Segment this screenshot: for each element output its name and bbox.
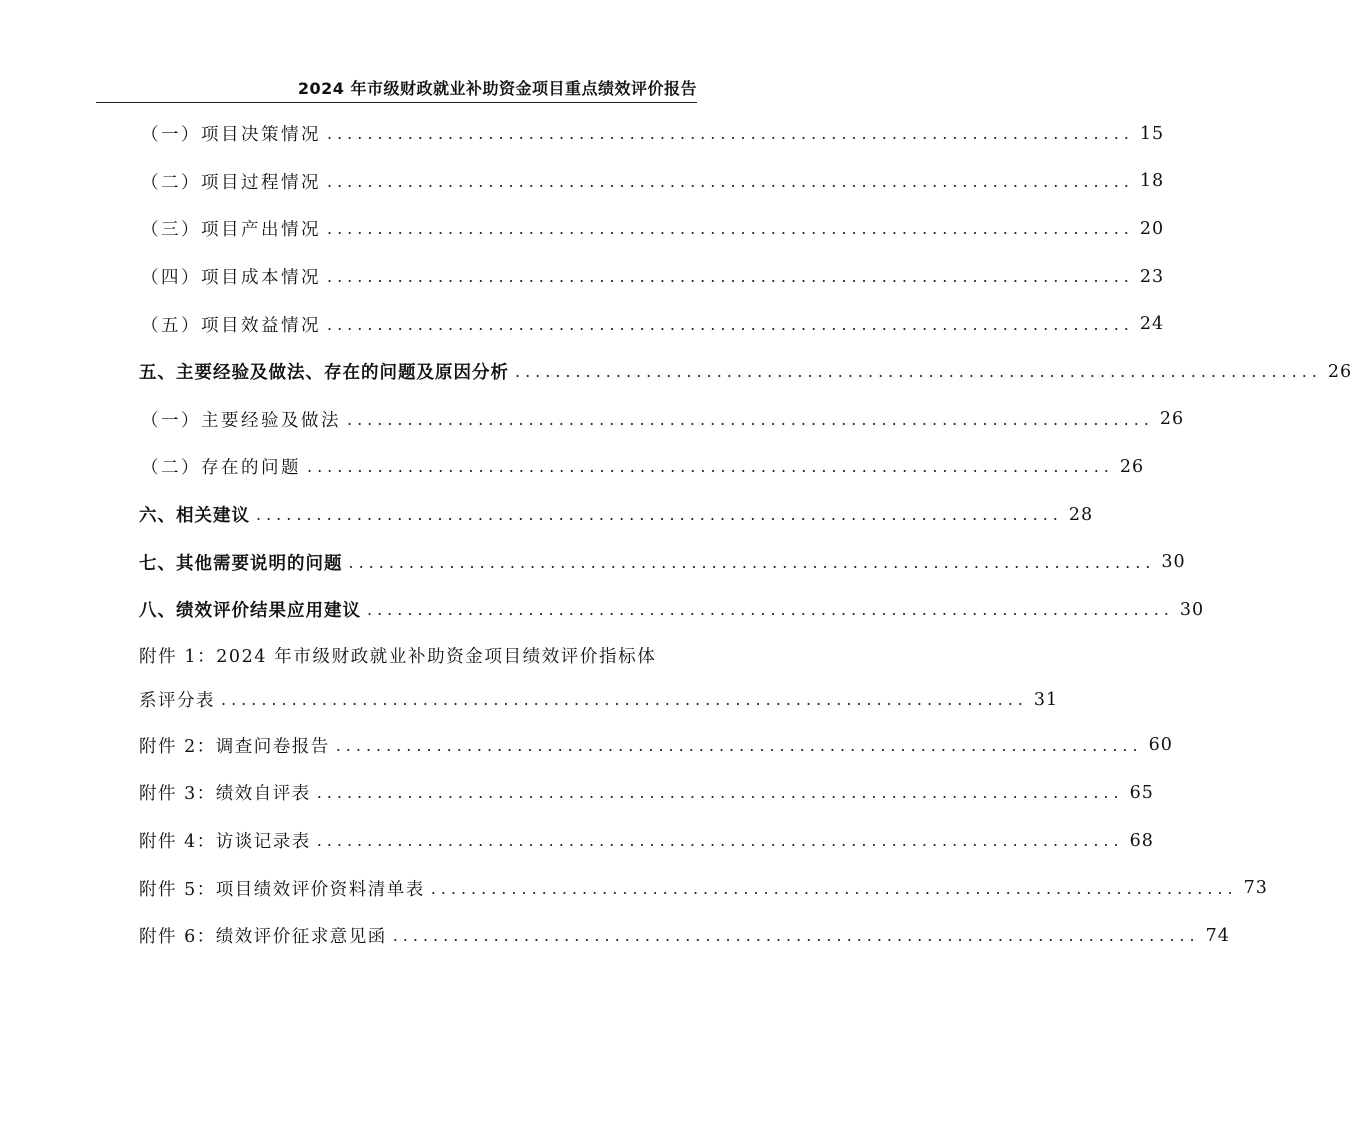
toc-leader-dots: ................................................................................ (221, 690, 1028, 710)
toc-entry-benefit[interactable] (139, 300, 1165, 348)
toc-entry-title: （四）项目成本情况 (141, 268, 321, 289)
toc-appendix-2[interactable] (139, 722, 1173, 770)
toc-section-experience-issues[interactable] (139, 348, 1352, 396)
toc-entry-page: 60 (1148, 735, 1173, 756)
toc-entry-title: （五）项目效益情况 (141, 315, 321, 336)
toc-section-suggestions[interactable] (139, 491, 1094, 539)
toc-leader-dots: ................................................................................ (327, 219, 1134, 239)
toc-entry-title: 六、相关建议 (139, 506, 250, 527)
toc-entry-main-experience[interactable] (139, 396, 1185, 444)
toc-entry-page: 24 (1139, 314, 1165, 335)
toc-leader-dots: ................................................................................ (327, 124, 1134, 144)
toc-entry-process[interactable] (139, 158, 1165, 206)
toc-entry-page: 23 (1139, 266, 1165, 287)
toc-entry-title: 附件 2：调查问卷报告 (139, 736, 330, 757)
toc-leader-dots: ................................................................................ (367, 600, 1174, 620)
toc-entry-title: 附件 3：绩效自评表 (139, 784, 311, 805)
toc-entry-page: 68 (1129, 830, 1154, 851)
table-of-contents (139, 110, 1352, 960)
page-header (96, 72, 697, 103)
toc-entry-page: 15 (1139, 123, 1165, 144)
toc-leader-dots: ................................................................................ (256, 505, 1063, 525)
toc-entry-page: 74 (1205, 925, 1230, 946)
toc-entry-page: 30 (1179, 599, 1205, 620)
toc-leader-dots: ................................................................................ (316, 831, 1124, 851)
toc-leader-dots: ................................................................................ (515, 362, 1322, 382)
toc-appendix-6[interactable] (139, 912, 1230, 960)
toc-entry-title: 附件 1：2024 年市级财政就业补助资金项目绩效评价指标体 (139, 647, 657, 668)
toc-leader-dots: ................................................................................ (430, 878, 1238, 898)
toc-entry-page: 20 (1139, 218, 1165, 239)
toc-section-other-issues[interactable] (139, 538, 1186, 586)
toc-leader-dots: ................................................................................ (347, 409, 1154, 429)
toc-entry-decision[interactable] (139, 110, 1165, 158)
toc-entry-title: 七、其他需要说明的问题 (139, 553, 343, 574)
toc-entry-page: 26 (1159, 409, 1185, 430)
toc-leader-dots: ................................................................................ (316, 783, 1124, 803)
toc-entry-page: 28 (1068, 504, 1094, 525)
toc-entry-cost[interactable] (139, 253, 1165, 301)
toc-leader-dots: ................................................................................ (392, 926, 1200, 946)
toc-leader-dots: ................................................................................ (348, 552, 1156, 572)
toc-entry-title: （一）项目决策情况 (141, 125, 321, 146)
toc-entry-title: 五、主要经验及做法、存在的问题及原因分析 (139, 363, 509, 384)
toc-entry-title: （三）项目产出情况 (141, 220, 321, 241)
toc-section-result-application[interactable] (139, 586, 1205, 634)
toc-entry-page: 18 (1139, 171, 1165, 192)
toc-entry-title: （二）项目过程情况 (141, 172, 321, 193)
toc-entry-title: 附件 4：访谈记录表 (139, 832, 311, 853)
toc-leader-dots: ................................................................................ (335, 735, 1143, 755)
toc-entry-page: 65 (1129, 782, 1154, 803)
toc-entry-page: 30 (1161, 552, 1186, 573)
toc-entry-title: （一）主要经验及做法 (141, 410, 341, 431)
header-title: 2024 年市级财政就业补助资金项目重点绩效评价报告 (297, 79, 697, 98)
toc-entry-page: 26 (1327, 361, 1352, 382)
toc-appendix-1-line1[interactable] (139, 634, 699, 678)
toc-entry-title: 附件 5：项目绩效评价资料清单表 (139, 879, 425, 900)
toc-entry-page: 73 (1243, 878, 1268, 899)
toc-entry-output[interactable] (139, 205, 1165, 253)
toc-leader-dots: ................................................................................ (307, 457, 1114, 477)
toc-entry-page: 26 (1119, 456, 1145, 477)
toc-appendix-4[interactable] (139, 817, 1154, 865)
toc-appendix-1-line2[interactable] (139, 678, 1059, 722)
toc-leader-dots: ................................................................................ (327, 171, 1134, 191)
toc-entry-existing-issues[interactable] (139, 443, 1145, 491)
toc-entry-page: 31 (1033, 689, 1059, 710)
toc-leader-dots: ................................................................................ (327, 267, 1134, 287)
toc-leader-dots: ................................................................................ (327, 314, 1134, 334)
toc-entry-title: 附件 6：绩效评价征求意见函 (139, 927, 387, 948)
toc-entry-title: （二）存在的问题 (141, 458, 301, 479)
toc-appendix-3[interactable] (139, 769, 1154, 817)
toc-appendix-5[interactable] (139, 864, 1268, 912)
toc-entry-title: 八、绩效评价结果应用建议 (139, 601, 361, 622)
toc-entry-title: 系评分表 (139, 691, 215, 712)
